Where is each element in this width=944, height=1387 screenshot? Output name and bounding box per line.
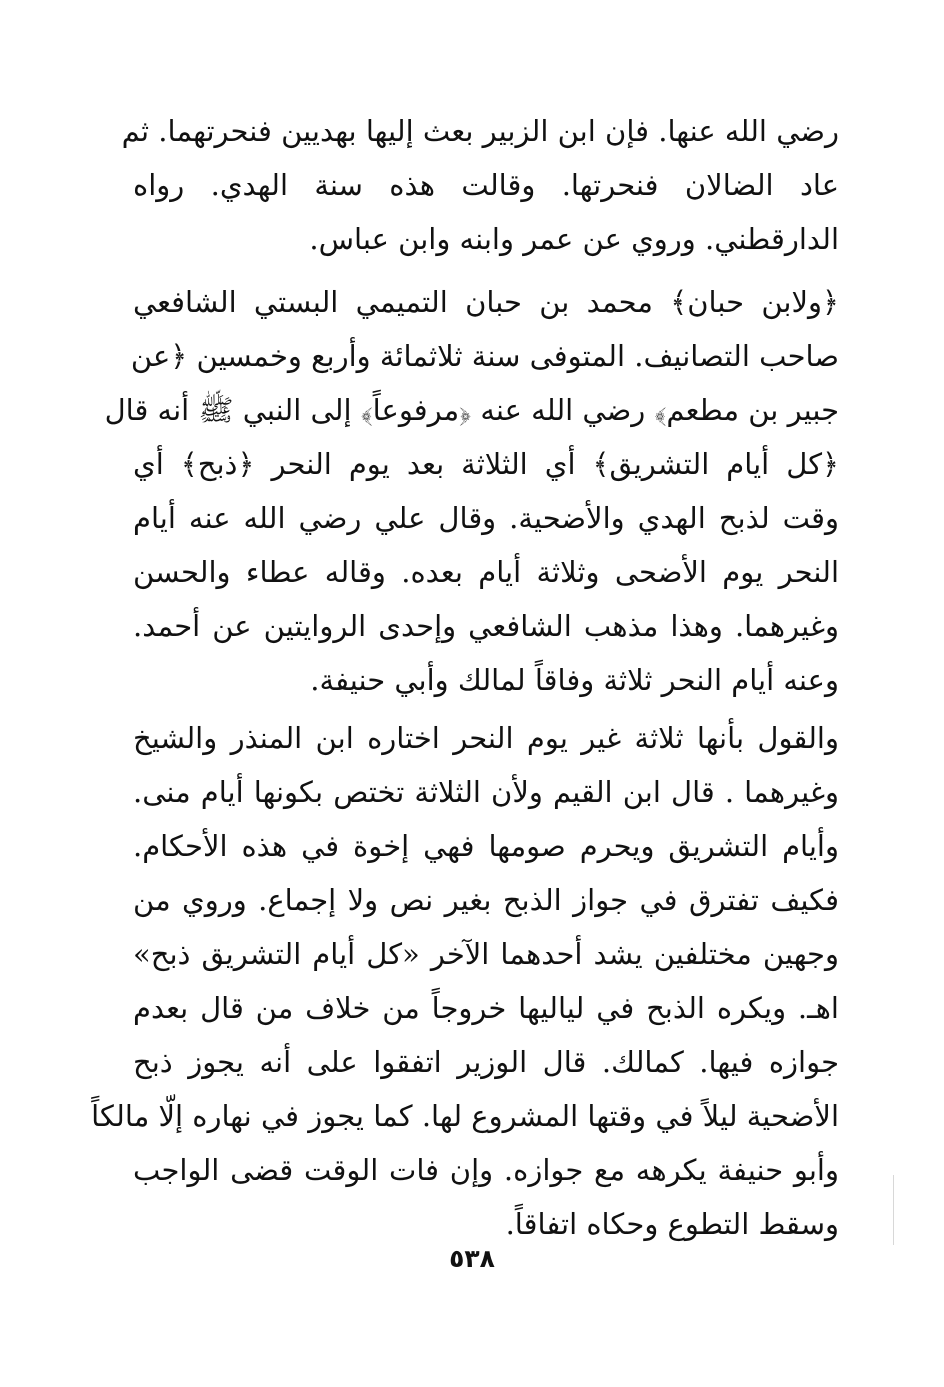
text-line: عاد الضالان فنحرتها. وقالت هذه سنة الهدي. رواه — [133, 168, 839, 202]
paragraph-1 — [121, 104, 839, 266]
text-line: وعنه أيام النحر ثلاثة وفاقاً لمالك وأبي حنيفة. — [310, 663, 839, 697]
text-line: النحر يوم الأضحى وثلاثة أيام بعده. وقاله عطاء والحسن — [133, 555, 839, 589]
text-line: رضي الله عنها. فإن ابن الزبير بعث إليها بهديين فنحرتهما. ثم — [121, 114, 839, 148]
text-line: الأضحية ليلاً في وقتها المشروع لها. كما يجوز في نهاره إلّا مالكاً — [91, 1099, 839, 1133]
text-line: ﴿ولابن حبان﴾ محمد بن حبان التميمي البستي الشافعي — [133, 285, 839, 319]
text-line: وقت لذبح الهدي والأضحية. وقال علي رضي الله عنه أيام — [133, 501, 839, 535]
text-line: صاحب التصانيف. المتوفى سنة ثلاثمائة وأربع وخمسين ﴿عن — [130, 339, 839, 373]
text-line: جوازه فيها. كمالك. قال الوزير اتفقوا على أنه يجوز ذبح — [133, 1045, 839, 1079]
text-line: وسقط التطوع وحكاه اتفاقاً. — [505, 1207, 839, 1241]
text-line: والقول بأنها ثلاثة غير يوم النحر اختاره ابن المنذر والشيخ — [133, 721, 839, 755]
page-number: ٥٣٨ — [449, 1244, 495, 1273]
paragraph-3 — [91, 711, 839, 1251]
text-line: وأبو حنيفة يكرهه مع جوازه. وإن فات الوقت قضى الواجب — [133, 1153, 839, 1187]
text-line: جبير بن مطعم﴾ رضي الله عنه ﴿مرفوعاً﴾ إلى النبي ﷺ أنه قال — [104, 393, 839, 427]
text-line: وجهين مختلفين يشد أحدهما الآخر «كل أيام التشريق ذبح» — [133, 937, 839, 971]
text-line: ﴿كل أيام التشريق﴾ أي الثلاثة بعد يوم النحر ﴿ذبح﴾ أي — [133, 447, 839, 481]
text-line: وغيرهما. وهذا مذهب الشافعي وإحدى الروايتين عن أحمد. — [133, 609, 839, 643]
text-line: وأيام التشريق ويحرم صومها فهي إخوة في هذه الأحكام. — [133, 829, 839, 863]
text-line: فكيف تفترق في جواز الذبح بغير نص ولا إجماع. وروي من — [133, 883, 839, 917]
text-line: الدارقطني. وروي عن عمر وابنه وابن عباس. — [309, 222, 839, 256]
text-line: وغيرهما . قال ابن القيم ولأن الثلاثة تختص بكونها أيام منى. — [133, 775, 839, 809]
text-line: اهـ. ويكره الذبح في لياليها خروجاً من خلاف من قال بعدم — [133, 991, 839, 1025]
paragraph-2 — [104, 275, 839, 707]
scan-edge-line — [893, 1175, 894, 1245]
